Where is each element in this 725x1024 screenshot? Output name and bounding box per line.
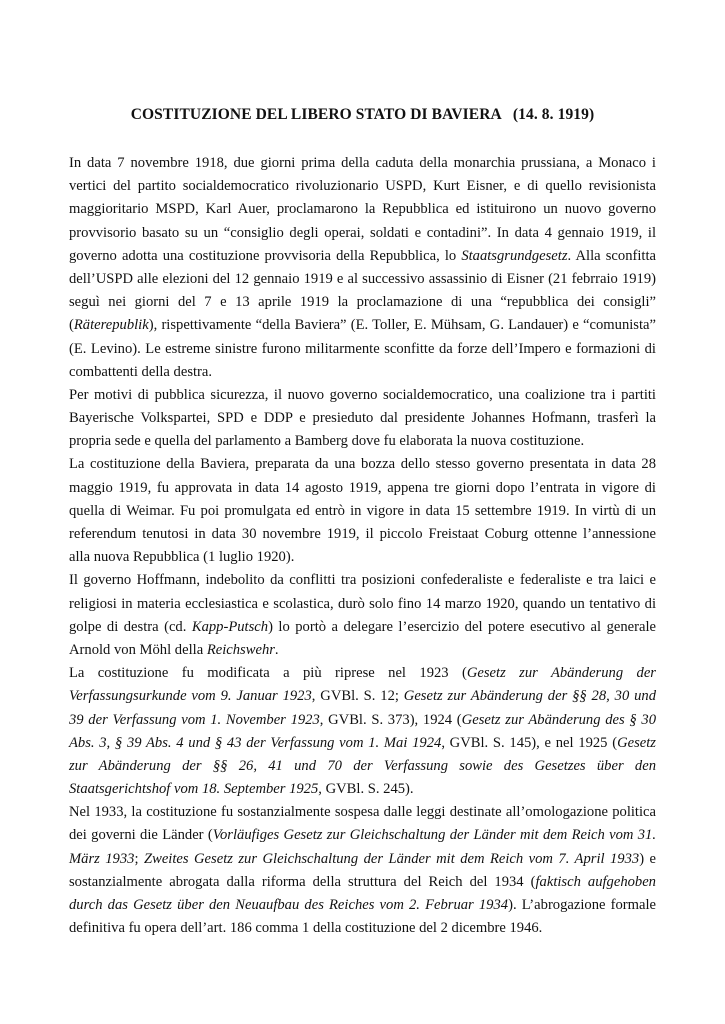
text-segment: Nel 1933, la costituzione fu sostanzialmente sospesa dalle leggi destinate all’omologazione politica [69, 804, 656, 821]
text-line [69, 569, 656, 592]
text-segment: vertici del partito socialdemocratico rivoluzionario USPD, Kurt Eisner, e di quello revisionista [69, 178, 656, 195]
text-segment: In data 7 novembre 1918, due giorni prima della caduta della monarchia prussiana, a Monaco i [69, 155, 656, 171]
text-line [69, 407, 656, 430]
italic-text: Staatsgrundgesetz [461, 247, 568, 264]
text-segment: maggioritario MSPD, Karl Auer, proclamarono la Repubblica ed istituirono un nuovo governo [69, 201, 656, 218]
text-line [69, 546, 656, 569]
italic-text: Gesetz zur Abänderung der §§ 28, 30 und [403, 688, 656, 705]
italic-text: zur Abänderung der §§ 26, 41 und 70 der Verfassung sowie des Gesetzes über den [69, 757, 656, 774]
text-line [69, 268, 656, 291]
text-segment: (E. Levino). Le estreme sinistre furono militarmente sconfitte da forze dell’Impero e formazioni di [69, 340, 656, 357]
text-line [69, 639, 656, 662]
text-line [69, 848, 656, 871]
text-segment: combattenti della destra. [69, 363, 213, 380]
text-line [69, 477, 656, 500]
text-segment: . Alla sconfitta [567, 247, 656, 264]
text-segment: golpe di destra (cd. [69, 618, 192, 635]
italic-text: Gesetz zur Abänderung der [466, 665, 656, 682]
text-line [69, 917, 656, 940]
text-line [69, 453, 656, 476]
text-line [69, 523, 656, 546]
text-segment: ( [69, 317, 74, 334]
italic-text: Kapp-Putsch [191, 618, 269, 635]
text-segment: Per motivi di pubblica sicurezza, il nuovo governo socialdemocratico, una coalizione tra i partiti [69, 386, 656, 403]
text-line [69, 430, 656, 453]
text-segment: . [274, 641, 279, 658]
text-line [69, 709, 656, 732]
text-segment: ; [134, 850, 144, 867]
text-segment: alla nuova Repubblica (1 luglio 1920). [69, 549, 295, 566]
text-segment: ), rispettivamente “della Baviera” (E. Toller, E. Mühsam, G. Landauer) e “comunista” [148, 317, 656, 334]
text-line [69, 801, 656, 824]
text-segment: ) e [639, 850, 656, 867]
text-line [69, 245, 656, 268]
text-segment: La costituzione della Baviera, preparata da una bozza dello stesso governo presentata in data 28 [69, 456, 656, 473]
italic-text: faktisch aufgehoben [535, 873, 656, 890]
italic-text: März 1933 [69, 850, 135, 867]
text-line [69, 314, 656, 337]
text-line [69, 152, 656, 175]
text-line [69, 500, 656, 523]
text-segment: religiosi in materia ecclesiastica e scolastica, durò solo fino 14 marzo 1920, quando un tentativo di [69, 595, 656, 612]
text-segment: , GVBl. S. 12; [311, 688, 404, 705]
italic-text: Gesetz [617, 734, 656, 751]
italic-text: 39 der Verfassung vom 1. November 1923 [69, 711, 320, 728]
text-segment: ). L’abrogazione formale [508, 897, 656, 913]
text-segment: referendum tenutosi in data 30 novembre 1919, il piccolo Freistaat Coburg ottenne l’annessione [69, 526, 656, 542]
italic-text: Abs. 3, § 39 Abs. 4 und § 43 der Verfassung vom 1. Mai 1924 [69, 734, 442, 751]
text-line [69, 338, 656, 361]
italic-text: Zweites Gesetz zur Gleichschaltung der Länder mit dem Reich vom 7. April 1933 [143, 850, 640, 867]
text-segment: quella di Weimar. Fu poi promulgata ed entrò in vigore in data 15 settembre 1919. In virtù di un [69, 502, 656, 519]
text-line [69, 291, 656, 314]
text-segment: La costituzione fu modificata a più riprese nel 1923 ( [69, 665, 467, 682]
text-segment: Il governo Hoffmann, indebolito da conflitti tra posizioni confederaliste e federaliste e tra laici e [69, 572, 656, 589]
italic-text: Gesetz zur Abänderung des § 30 [461, 711, 656, 728]
text-segment: Arnold von Möhl della [69, 641, 207, 658]
italic-text: Räterepublik [73, 317, 149, 334]
text-line [69, 616, 656, 639]
text-segment: provvisorio basato su un “consiglio degli operai, soldati e contadini”. In data 4 gennaio 1919, il [69, 224, 656, 241]
text-segment: dell’USPD alle elezioni del 12 gennaio 1919 e al successivo assassinio di Eisner (21 febrraio 1919) [69, 270, 656, 287]
text-segment: sostanzialmente abrogata dalla riforma della struttura del Reich del 1934 ( [69, 873, 536, 890]
text-segment: governo adotta una costituzione provvisoria della Repubblica, lo [69, 247, 462, 264]
text-line [69, 685, 656, 708]
text-line [69, 384, 656, 407]
italic-text: Vorläufiges Gesetz zur Gleichschaltung der Länder mit dem Reich vom 31. [212, 827, 656, 844]
text-segment: , GVBl. S. 145), e nel 1925 ( [441, 734, 618, 751]
text-line [69, 894, 656, 917]
text-line [69, 198, 656, 221]
text-segment: dei governi die Länder ( [69, 827, 213, 844]
text-segment: , GVBl. S. 373), 1924 ( [319, 711, 462, 728]
text-line [69, 175, 656, 198]
text-segment: maggio 1919, fu approvata in data 14 agosto 1919, appena tre giorni dopo l’entrata in vigore di [69, 479, 656, 496]
text-line [69, 361, 656, 384]
text-segment: definitiva fu opera dell’art. 186 comma 1 della costituzione del 2 dicembre 1946. [69, 920, 543, 937]
text-line [69, 824, 656, 847]
text-segment: ) lo portò a delegare l’esercizio del potere esecutivo al generale [268, 618, 656, 635]
document-title: COSTITUZIONE DEL LIBERO STATO DI BAVIERA (14. 8. 1919) [130, 106, 595, 123]
text-segment: , GVBl. S. 245). [318, 781, 414, 798]
text-segment: Bayerische Volkspartei, SPD e DDP e presieduto dal presidente Johannes Hofmann, trasferì la [69, 410, 656, 427]
text-line [69, 871, 656, 894]
text-line [69, 755, 656, 778]
text-line [69, 732, 656, 755]
document-body [69, 152, 656, 940]
text-segment: seguì nei giorni del 7 e 13 aprile 1919 la proclamazione di una “repubblica dei consigli” [69, 294, 656, 311]
text-line [69, 593, 656, 616]
text-line [69, 778, 656, 801]
text-line [69, 662, 656, 685]
italic-text: Reichswehr [206, 641, 275, 658]
text-segment: propria sede e quella del parlamento a Bamberg dove fu elaborata la nuova costituzione. [69, 433, 585, 450]
text-line [69, 222, 656, 245]
italic-text: Verfassungsurkunde vom 9. Januar 1923 [69, 688, 312, 705]
italic-text: Staatsgerichtshof vom 18. September 1925 [69, 781, 319, 798]
italic-text: durch das Gesetz über den Neuaufbau des Reiches vom 2. Februar 1934 [69, 897, 509, 913]
